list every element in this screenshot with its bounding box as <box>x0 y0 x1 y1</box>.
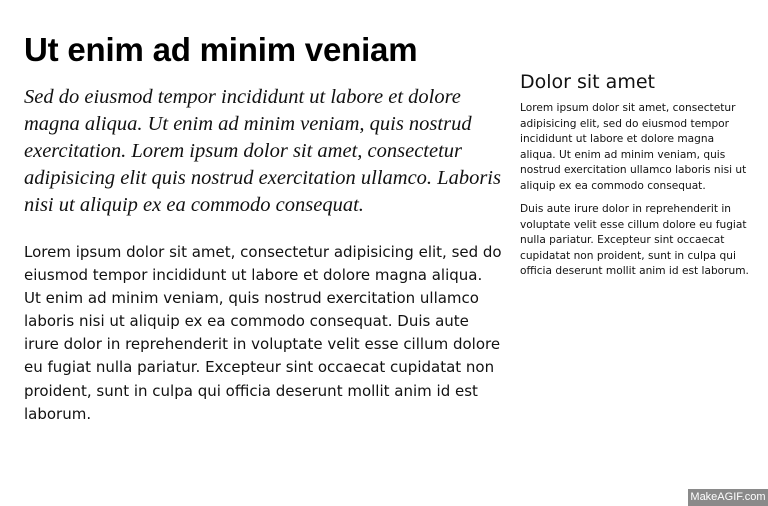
page-title: Ut enim ad minim veniam <box>24 31 418 68</box>
watermark-badge: MakeAGIF.com <box>688 489 768 506</box>
sidebar-paragraph-2: Duis aute irure dolor in reprehenderit in voluptate velit esse cillum dolore eu fugiat nulla pariatur. Excepteur sint occaecat cupidatat non proident, sunt in culpa qui officia deserunt mollit anim id est laborum. <box>520 203 749 277</box>
body-paragraph: Lorem ipsum dolor sit amet, consectetur adipisicing elit, sed do eiusmod tempor incididunt ut labore et dolore magna aliqua. Ut enim ad minim veniam, quis nostrud exercitation ullamco laboris nisi ut aliquip ex ea commodo consequat. Duis aute irure dolor in reprehenderit in voluptate velit esse cillum dolore eu fugiat nulla pariatur. Excepteur sint occaecat cupidatat non proident, sunt in culpa qui officia deserunt mollit anim id est laborum. <box>24 243 502 423</box>
main-column <box>24 30 502 426</box>
sidebar <box>520 69 752 288</box>
sidebar-paragraph-1: Lorem ipsum dolor sit amet, consectetur adipisicing elit, sed do eiusmod tempor incididunt ut labore et dolore magna aliqua. Ut enim ad minim veniam, quis nostrud exercitation ullamco laboris nisi ut aliquip ex ea commodo consequat. <box>520 102 747 192</box>
lead-paragraph: Sed do eiusmod tempor incididunt ut labore et dolore magna aliqua. Ut enim ad minim veniam, quis nostrud exercitation. Lorem ipsum dolor sit amet, consectetur adipisicing elit quis nostrud exercitation ullamco. Laboris nisi ut aliquip ex ea commodo consequat. <box>24 86 501 216</box>
sidebar-title: Dolor sit amet <box>520 71 655 93</box>
